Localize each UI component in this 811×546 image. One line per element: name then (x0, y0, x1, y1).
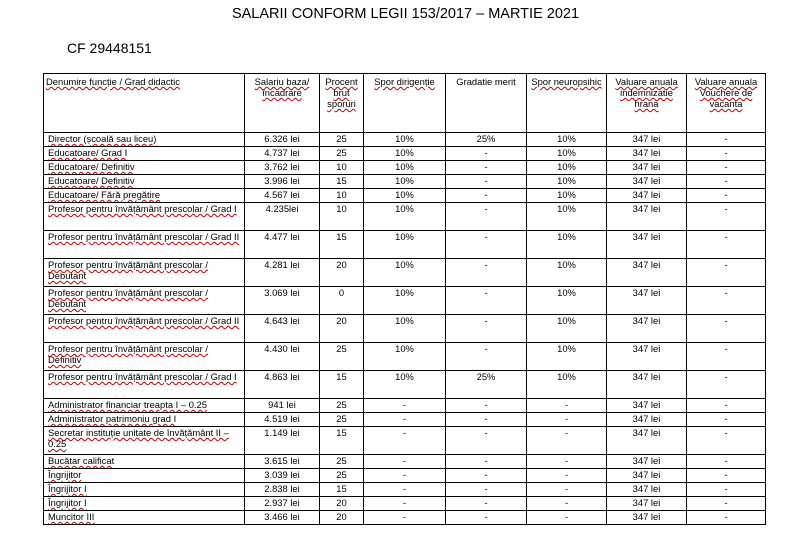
table-row (44, 147, 766, 161)
cell-diriginte: 10% (364, 147, 446, 161)
cell-neuro: 10% (527, 231, 607, 259)
cell-function: Îngrijitor I (44, 497, 245, 511)
cell-gradatie: - (446, 399, 527, 413)
table-row (44, 455, 766, 469)
header-function: Denumire funcție / Grad didactic (44, 74, 245, 133)
cell-diriginte: 10% (364, 315, 446, 343)
cell-neuro: 10% (527, 147, 607, 161)
cell-gradatie: - (446, 343, 527, 371)
cell-diriginte: - (364, 469, 446, 483)
cell-percent: 15 (320, 371, 364, 399)
cell-percent: 10 (320, 203, 364, 231)
cell-neuro: - (527, 455, 607, 469)
cell-neuro: 10% (527, 203, 607, 231)
cell-neuro: 10% (527, 161, 607, 175)
header-salary: Salariu baza/ încadrare (245, 74, 320, 133)
header-gradatie: Gradatie merit (446, 74, 527, 133)
table-row (44, 175, 766, 189)
cell-neuro: 10% (527, 315, 607, 343)
cell-function: Bucătar calificat (44, 455, 245, 469)
cell-salary: 4.430 lei (245, 343, 320, 371)
cell-percent: 15 (320, 427, 364, 455)
cell-gradatie: - (446, 511, 527, 525)
cell-salary: 3.039 lei (245, 469, 320, 483)
cell-gradatie: - (446, 147, 527, 161)
cell-salary: 3.762 lei (245, 161, 320, 175)
cell-neuro: - (527, 427, 607, 455)
cell-gradatie: - (446, 259, 527, 287)
cell-salary: 2.937 lei (245, 497, 320, 511)
cell-gradatie: 25% (446, 133, 527, 147)
cell-diriginte: 10% (364, 175, 446, 189)
cell-neuro: 10% (527, 371, 607, 399)
cell-diriginte: - (364, 497, 446, 511)
cell-salary: 4.235lei (245, 203, 320, 231)
cell-neuro: - (527, 483, 607, 497)
cell-diriginte: 10% (364, 259, 446, 287)
table-row (44, 497, 766, 511)
cell-function: Profesor pentru învățământ prescolar / Grad II (44, 315, 245, 343)
cell-neuro: - (527, 399, 607, 413)
cell-percent: 15 (320, 483, 364, 497)
cell-salary: 941 lei (245, 399, 320, 413)
cell-diriginte: 10% (364, 133, 446, 147)
cell-salary: 3.069 lei (245, 287, 320, 315)
cell-gradatie: - (446, 231, 527, 259)
table-header-row (44, 74, 766, 133)
header-neuro: Spor neuropsihic (527, 74, 607, 133)
table-row (44, 483, 766, 497)
cell-salary: 4.737 lei (245, 147, 320, 161)
cell-function: Educatoare/ Grad I (44, 147, 245, 161)
header-diriginte: Spor dirigenție (364, 74, 446, 133)
cell-gradatie: - (446, 483, 527, 497)
cell-percent: 0 (320, 287, 364, 315)
cell-vouchere: - (687, 231, 766, 259)
cell-vouchere: - (687, 315, 766, 343)
cell-gradatie: - (446, 413, 527, 427)
cell-percent: 25 (320, 455, 364, 469)
cell-hrana: 347 lei (607, 511, 687, 525)
cell-percent: 20 (320, 511, 364, 525)
cell-salary: 6.326 lei (245, 133, 320, 147)
cell-neuro: - (527, 497, 607, 511)
cell-gradatie: - (446, 497, 527, 511)
cell-salary: 3.466 lei (245, 511, 320, 525)
cell-hrana: 347 lei (607, 203, 687, 231)
cell-salary: 4.281 lei (245, 259, 320, 287)
cell-neuro: 10% (527, 287, 607, 315)
cell-diriginte: - (364, 511, 446, 525)
cell-vouchere: - (687, 343, 766, 371)
table-row (44, 343, 766, 371)
cell-vouchere: - (687, 399, 766, 413)
cell-percent: 20 (320, 497, 364, 511)
table-row (44, 161, 766, 175)
cell-salary: 4.863 lei (245, 371, 320, 399)
header-vouchere: Valuare anuala Vouchere de vacanta (687, 74, 766, 133)
cell-neuro: 10% (527, 133, 607, 147)
cell-function: Muncitor III (44, 511, 245, 525)
cell-hrana: 347 lei (607, 231, 687, 259)
cell-percent: 10 (320, 189, 364, 203)
cell-vouchere: - (687, 287, 766, 315)
cell-function: Educatoare/ Definitiv (44, 175, 245, 189)
cell-neuro: - (527, 511, 607, 525)
cell-vouchere: - (687, 483, 766, 497)
cell-gradatie: - (446, 203, 527, 231)
cell-percent: 10 (320, 161, 364, 175)
cell-salary: 4.643 lei (245, 315, 320, 343)
fiscal-code: CF 29448151 (67, 40, 152, 56)
cell-neuro: - (527, 469, 607, 483)
table-row (44, 315, 766, 343)
table-row (44, 231, 766, 259)
cell-diriginte: - (364, 399, 446, 413)
cell-diriginte: - (364, 413, 446, 427)
table-row (44, 469, 766, 483)
cell-function: Educatoare/ Definitiv (44, 161, 245, 175)
salary-table (43, 73, 766, 525)
cell-diriginte: - (364, 455, 446, 469)
cell-diriginte: 10% (364, 371, 446, 399)
table-row (44, 189, 766, 203)
cell-gradatie: - (446, 455, 527, 469)
cell-neuro: 10% (527, 259, 607, 287)
cell-hrana: 347 lei (607, 259, 687, 287)
cell-function: Director (școală sau liceu) (44, 133, 245, 147)
cell-salary: 4.567 lei (245, 189, 320, 203)
cell-vouchere: - (687, 413, 766, 427)
cell-hrana: 347 lei (607, 147, 687, 161)
cell-vouchere: - (687, 175, 766, 189)
cell-diriginte: - (364, 483, 446, 497)
cell-hrana: 347 lei (607, 343, 687, 371)
cell-function: Profesor pentru învățământ prescolar / Debutant (44, 259, 245, 287)
cell-hrana: 347 lei (607, 455, 687, 469)
cell-hrana: 347 lei (607, 189, 687, 203)
header-percent: Procent brut sporuri (320, 74, 364, 133)
cell-salary: 4.477 lei (245, 231, 320, 259)
cell-salary: 3.996 lei (245, 175, 320, 189)
cell-function: Îngrijitor (44, 469, 245, 483)
cell-salary: 1.149 lei (245, 427, 320, 455)
cell-diriginte: 10% (364, 203, 446, 231)
cell-hrana: 347 lei (607, 483, 687, 497)
cell-diriginte: - (364, 427, 446, 455)
cell-vouchere: - (687, 189, 766, 203)
cell-vouchere: - (687, 427, 766, 455)
table-row (44, 427, 766, 455)
cell-percent: 20 (320, 315, 364, 343)
table-row (44, 511, 766, 525)
cell-function: Educatoare/ Fără pregătire (44, 189, 245, 203)
cell-vouchere: - (687, 497, 766, 511)
table-row (44, 133, 766, 147)
cell-neuro: 10% (527, 343, 607, 371)
cell-hrana: 347 lei (607, 133, 687, 147)
cell-function: Profesor pentru învățământ prescolar / Grad I (44, 371, 245, 399)
cell-diriginte: 10% (364, 161, 446, 175)
cell-percent: 25 (320, 133, 364, 147)
cell-neuro: 10% (527, 175, 607, 189)
cell-gradatie: - (446, 287, 527, 315)
cell-gradatie: - (446, 189, 527, 203)
cell-hrana: 347 lei (607, 497, 687, 511)
cell-gradatie: - (446, 469, 527, 483)
cell-hrana: 347 lei (607, 161, 687, 175)
cell-function: Administrator financiar treapta I – 0.25 (44, 399, 245, 413)
cell-vouchere: - (687, 469, 766, 483)
cell-neuro: 10% (527, 189, 607, 203)
cell-hrana: 347 lei (607, 175, 687, 189)
cell-percent: 25 (320, 469, 364, 483)
cell-function: Îngrijitor I (44, 483, 245, 497)
cell-vouchere: - (687, 511, 766, 525)
cell-gradatie: - (446, 427, 527, 455)
cell-percent: 25 (320, 399, 364, 413)
cell-gradatie: - (446, 315, 527, 343)
cell-gradatie: - (446, 175, 527, 189)
cell-function: Profesor pentru învățământ prescolar / Grad I (44, 203, 245, 231)
cell-vouchere: - (687, 455, 766, 469)
document-title: SALARII CONFORM LEGII 153/2017 – MARTIE 2021 (231, 6, 580, 22)
cell-salary: 4.519 lei (245, 413, 320, 427)
cell-vouchere: - (687, 203, 766, 231)
cell-function: Secretar instituție unitate de învățământ II – 0.25 (44, 427, 245, 455)
cell-vouchere: - (687, 161, 766, 175)
cell-percent: 25 (320, 343, 364, 371)
cell-salary: 2.838 lei (245, 483, 320, 497)
table-row (44, 371, 766, 399)
cell-function: Profesor pentru învățământ prescolar / Grad II (44, 231, 245, 259)
cell-hrana: 347 lei (607, 287, 687, 315)
table-row (44, 287, 766, 315)
cell-hrana: 347 lei (607, 427, 687, 455)
cell-diriginte: 10% (364, 343, 446, 371)
table-row (44, 259, 766, 287)
cell-hrana: 347 lei (607, 469, 687, 483)
cell-gradatie: 25% (446, 371, 527, 399)
cell-diriginte: 10% (364, 189, 446, 203)
cell-hrana: 347 lei (607, 371, 687, 399)
cell-function: Profesor pentru învățământ prescolar / Definitiv (44, 343, 245, 371)
cell-percent: 15 (320, 231, 364, 259)
table-row (44, 203, 766, 231)
cell-salary: 3.615 lei (245, 455, 320, 469)
cell-vouchere: - (687, 133, 766, 147)
cell-vouchere: - (687, 147, 766, 161)
cell-neuro: - (527, 413, 607, 427)
table-row (44, 413, 766, 427)
header-hrana: Valuare anuala indemnizatie hrana (607, 74, 687, 133)
cell-hrana: 347 lei (607, 413, 687, 427)
table-row (44, 399, 766, 413)
cell-vouchere: - (687, 371, 766, 399)
cell-percent: 15 (320, 175, 364, 189)
cell-hrana: 347 lei (607, 315, 687, 343)
cell-function: Profesor pentru învățământ prescolar / Debutant (44, 287, 245, 315)
cell-diriginte: 10% (364, 287, 446, 315)
cell-diriginte: 10% (364, 231, 446, 259)
cell-gradatie: - (446, 161, 527, 175)
cell-percent: 20 (320, 259, 364, 287)
cell-percent: 25 (320, 147, 364, 161)
cell-percent: 25 (320, 413, 364, 427)
cell-vouchere: - (687, 259, 766, 287)
cell-function: Administrator patrimoniu grad I (44, 413, 245, 427)
cell-hrana: 347 lei (607, 399, 687, 413)
